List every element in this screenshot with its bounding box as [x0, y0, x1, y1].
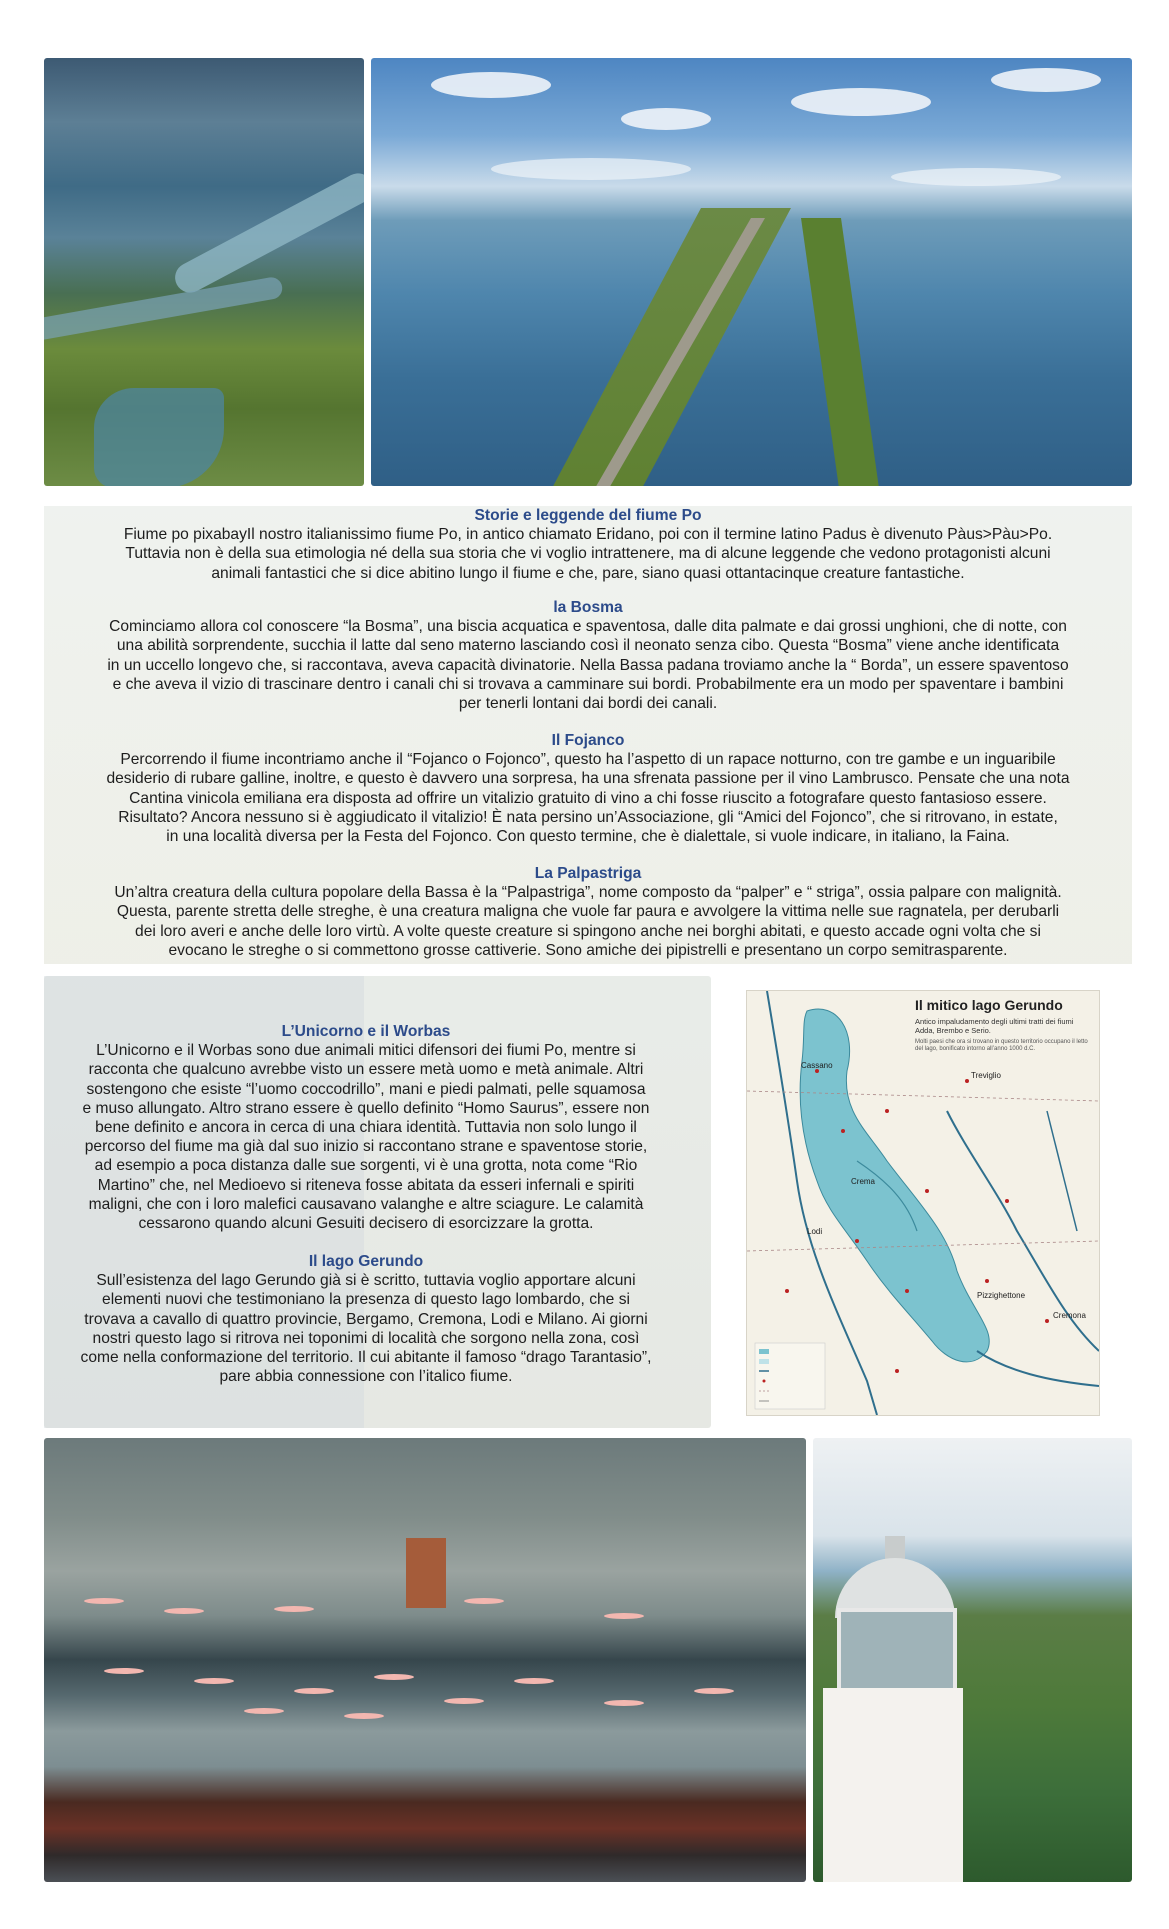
lighthouse-photo	[813, 1438, 1132, 1882]
intro-line: animali fantastici che si dice abitino lungo il fiume e che, pare, siano quasi ottantacinque creature fantastiche.	[211, 564, 965, 582]
gerundo-line: pare abbia connessione con l’italico fiume.	[219, 1368, 513, 1386]
unicorno-line: e muso allungato. Altro strano essere è quello definito “Homo Saurus”, essere non	[82, 1099, 650, 1117]
map-note: Molti paesi che ora si trovano in questo territorio occupano il letto del lago, bonificato intorno all’anno 1000 d.C.	[915, 1039, 1088, 1052]
bosma-line: in un uccello longevo che, si raccontava, aveva capacità divinatorie. Nella Bassa padana troviamo anche la “ Borda”, un essere spaventoso	[107, 656, 1069, 674]
lago-gerundo-map	[746, 990, 1100, 1416]
map-label-cremona: Cremona	[1053, 1311, 1086, 1320]
map-label-lodi: Lodi	[807, 1227, 823, 1236]
intro-line: Fiume po pixabayIl nostro italianissimo fiume Po, in antico chiamato Eridano, poi con il termine latino Padus è divenuto Pàus>Pàu>Po.	[123, 526, 1053, 544]
fojanco-line: Cantina vinicola emiliana era disposta ad offrire un vitalizio gratuito di vino a chi fosse riuscito a fotografare questo fantasioso essere.	[129, 789, 1047, 807]
gerundo-line: Sull’esistenza del lago Gerundo già si è scritto, tuttavia voglio apportare alcuni	[96, 1272, 636, 1290]
unicorno-line: racconta che qualcuno avrebbe visto un essere metà uomo e metà animale. Altri	[88, 1061, 644, 1079]
map-graphic	[747, 991, 1099, 1415]
intro-section	[46, 506, 1130, 583]
fojanco-line: in una località diversa per la Festa del Fojonco. Con questo termine, che è dialettale, si vuole indicare, in italiano, la Faina.	[166, 828, 1010, 846]
palpastriga-title: La Palpastriga	[534, 865, 642, 882]
palpastriga-line: dei loro averi e anche delle loro virtù. A volte queste creature si spingono anche nei borghi abitati, e questo accade ogni volta che si	[135, 922, 1041, 940]
unicorno-line: maligni, che con i loro malefici causavano valanghe e altre sciagure. Le calamità	[88, 1195, 644, 1213]
fojanco-line: Percorrendo il fiume incontriamo anche il “Fojanco o Fojonco”, questo ha l’aspetto di un rapace notturno, con tre gambe e un inguaribile	[120, 751, 1056, 769]
unicorno-line: L’Unicorno e il Worbas sono due animali mitici difensori dei fiumi Po, mentre si	[96, 1042, 636, 1060]
unicorno-title: L’Unicorno e il Worbas	[281, 1023, 451, 1040]
palpastriga-line: Questa, parente stretta delle streghe, è una creatura maligna che vuole far paura e avvolgere la vittima nelle sue ragnatela, per derubarli	[116, 903, 1060, 921]
lagoon-aerial-photo	[44, 58, 364, 486]
po-delta-causeway-photo	[371, 58, 1132, 486]
fojanco-line: desiderio di rubare galline, inoltre, e questo è davvero una sorpresa, ha una sfrenata passione per il vino Lambrusco. Pensate che una nota	[106, 770, 1070, 788]
map-title: Il mitico lago Gerundo	[915, 997, 1063, 1013]
gerundo-section	[40, 1252, 692, 1386]
intro-title: Storie e leggende del fiume Po	[474, 507, 702, 524]
unicorno-line: sostengono che esiste “l’uomo coccodrillo”, mani e piedi palmati, pelle squamosa	[86, 1080, 646, 1098]
bosma-line: per tenerli lontani dai bordi dei canali.	[458, 695, 718, 713]
intro-line: Tuttavia non è della sua etimologia né della sua storia che vi voglio intrattenere, ma di alcune leggende che vedono protagonisti alcuni	[125, 545, 1051, 563]
gerundo-line: trovava a cavallo di quattro provincie, Bergamo, Cremona, Lodi e Milano. Ai giorni	[84, 1310, 648, 1328]
gerundo-line: elementi nuovi che testimoniano la presenza di questo lago lombardo, che si	[102, 1291, 630, 1309]
unicorno-line: cessarono quando alcuni Gesuiti decisero di esorcizzare la grotta.	[138, 1215, 594, 1233]
palpastriga-line: Un’altra creatura della cultura popolare della Bassa è la “Palpastriga”, nome composto da “palper” e “ striga”, ossia palpare con malignità.	[114, 884, 1062, 902]
map-subtitle: Antico impaludamento degli ultimi tratti dei fiumi Adda, Brembo e Serio.	[915, 1017, 1074, 1035]
map-label-pizzighettone: Pizzighettone	[977, 1291, 1026, 1300]
bosma-line: una abilità sorprendente, succhia il latte dal seno materno lasciando così il neonato senza cibo. Questa “Bosma” viene anche identificata	[116, 637, 1060, 655]
gerundo-title: Il lago Gerundo	[308, 1253, 424, 1270]
map-label-crema: Crema	[851, 1177, 876, 1186]
bosma-title: la Bosma	[553, 599, 623, 616]
unicorno-section	[40, 1022, 692, 1233]
fojanco-line: Risultato? Ancora nessuno si è aggiudicato il vitalizio! È nata persino un’Associazione, gli “Amici del Fojonco”, che si ritrovano, in estate,	[118, 808, 1058, 826]
palpastriga-section	[46, 864, 1130, 960]
fojanco-title: Il Fojanco	[551, 732, 625, 749]
unicorno-line: bene definito e ancora in cerca di una chiara identità. Tuttavia non solo lungo il	[95, 1119, 637, 1137]
palpastriga-line: evocano le streghe o si commettono grosse cattiverie. Sono amiche dei pipistrelli e presentano un corpo semitrasparente.	[168, 941, 1008, 959]
bosma-line: Cominciamo allora col conoscere “la Bosma”, una biscia acquatica e spaventosa, dalle dita palmate e dai grossi unghioni, che di notte, con	[109, 618, 1067, 636]
unicorno-line: percorso del fiume ma già dal suo inizio si raccontano strane e spaventose storie,	[84, 1138, 648, 1156]
map-label-cassano: Cassano	[801, 1061, 833, 1070]
map-label-treviglio: Treviglio	[971, 1071, 1001, 1080]
gerundo-line: come nella conformazione del territorio. Il cui abitante il famoso “drago Tarantasio”,	[80, 1349, 652, 1367]
unicorno-line: ad esempio a poca distanza dalle sue sorgenti, vi è una grotta, nota come “Rio	[94, 1157, 638, 1175]
bosma-line: e che aveva il vizio di trascinare dentro i canali chi si trovava a camminare sui bordi. Probabilmente era un modo per spaventare i bambini	[112, 675, 1064, 693]
unicorno-line: Martino” che, nel Medioevo si riteneva fosse abitata da esseri infernali e spiriti	[97, 1176, 635, 1194]
gerundo-line: nostri questo lago si ritrova nei toponimi di località che sorgono nella zona, così	[92, 1329, 640, 1347]
flamingos-photo	[44, 1438, 806, 1882]
fojanco-section	[46, 731, 1130, 846]
bosma-section	[46, 598, 1130, 713]
